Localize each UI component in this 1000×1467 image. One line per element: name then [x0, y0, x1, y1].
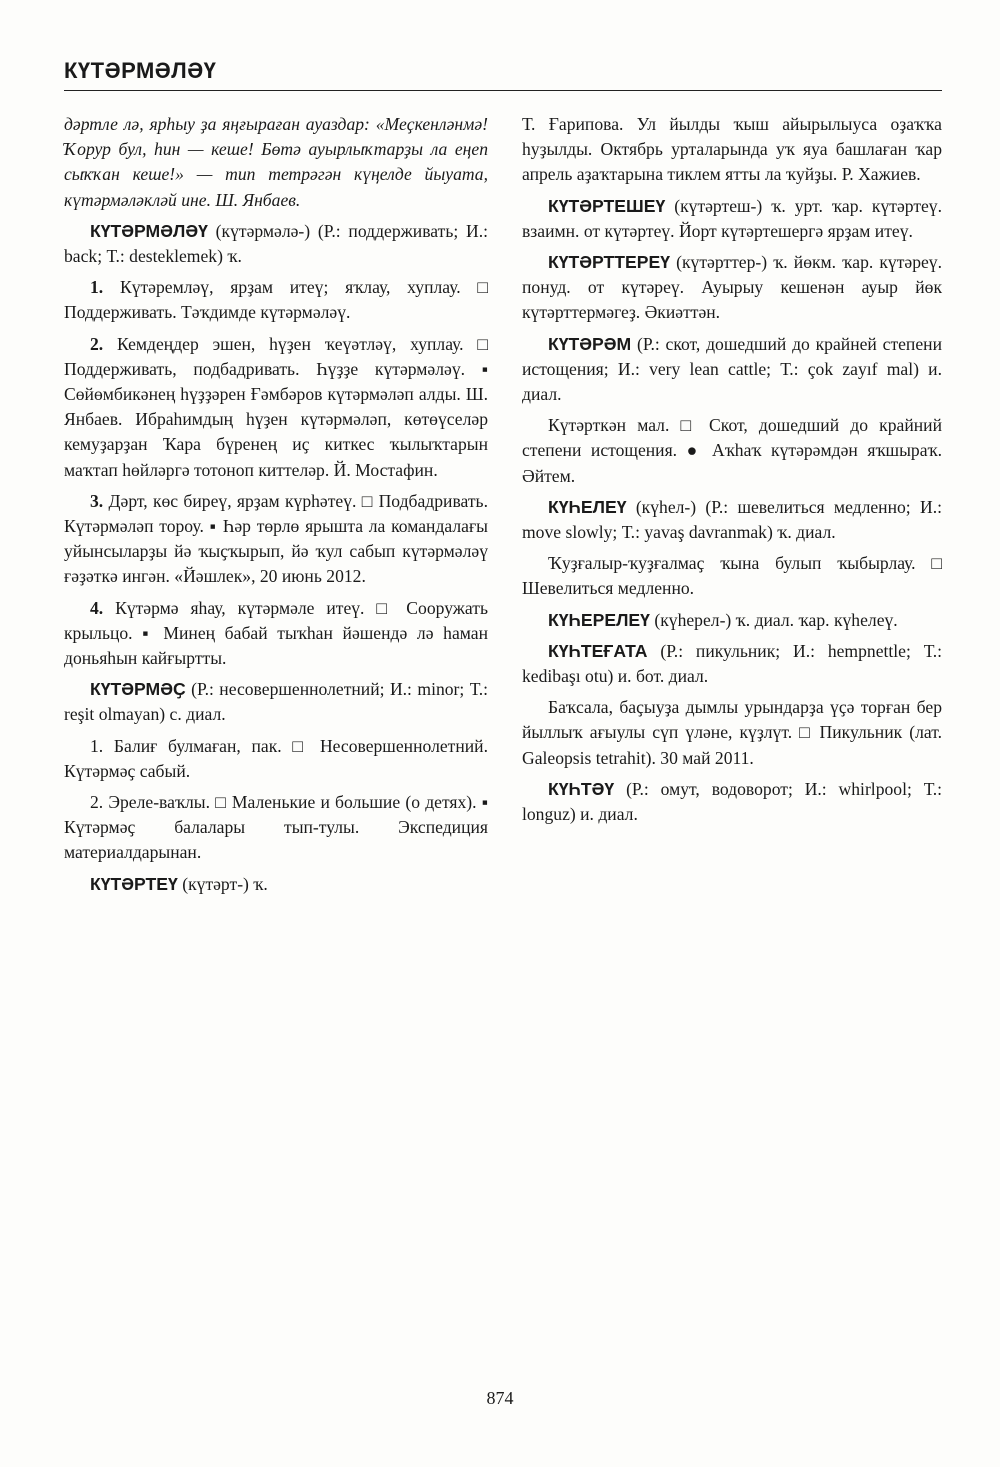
headword: КҮҺТЕҒАТА: [548, 640, 648, 661]
sense: [64, 332, 488, 483]
header-rule: [64, 90, 942, 91]
entry-info: (күтәрт-) ҡ.: [182, 873, 268, 894]
sense: [64, 275, 488, 325]
continuation-text: Т. Ғарипова. Ул йылды ҡыш айырылыуса оҙаҡҡа һуҙылды. Октябрь урталарында уҡ яуа башлаған ҡар апрель аҙаҡтарына тиклем ятты ла ҡуйҙы. Р. Хажиев.: [522, 114, 942, 185]
entry-info: (күтәрмәлә-) (Р.: поддерживать; И.: back; Т.: desteklemek) ҡ.: [64, 220, 488, 267]
example: [522, 695, 942, 771]
headword: КҮТӘРӘМ: [548, 333, 632, 354]
continuation-text: дәртле лә, ярһыу ҙа яңғыраған ауаздар: «Меҫкенләнмә! Ҡорур бул, һин — кеше! Бөтә ауырлыҡтарҙы ла еңеп сыҡҡан кеше!» — тип тетрәгән күңелде йыуата, күтәрмәләкләй ине. Ш. Янбаев.: [64, 114, 488, 210]
entry-info: (күһел-) (Р.: шевелиться медленно; И.: move slowly; Т.: yavaş davranmak) ҡ. диал.: [522, 496, 942, 543]
entry: [522, 250, 942, 326]
entry-info: (Р.: пикульник; И.: hempnettle; Т.: kedibaşı otu) и. бот. диал.: [522, 640, 942, 687]
sense-text: Дәрт, көс биреү, ярҙам күрһәтеү. □ Подбадривать. Күтәрмәләп тороу. ▪ Һәр төрлө ярышта ла командалағы уйынсыларҙы йә ҡыҫҡырып, йә ҡул сабып күтәрмәләү ғәҙәткә ингән. «Йәшлек», 20 июнь 2012.: [64, 490, 488, 587]
example: [522, 413, 942, 489]
headword: КҮҺЕРЕЛЕҮ: [548, 609, 650, 630]
page-number: 874: [486, 1388, 514, 1408]
sense-text: 2. Эреле-ваҡлы. □ Маленькие и большие (о детях). ▪ Күтәрмәҫ балалары тып-тулы. Экспедиция материалдарынан.: [64, 792, 488, 863]
entry-info: (күһерел-) ҡ. диал. ҡар. күһелеү.: [654, 609, 898, 630]
sense-number: 3.: [90, 490, 104, 511]
sense: [64, 790, 488, 866]
entry: [522, 332, 942, 408]
entry: [522, 194, 942, 244]
sense-text: 1. Балиғ булмаған, пак. □ Несовершеннолетний. Күтәрмәҫ сабый.: [64, 735, 488, 781]
entry: [64, 219, 488, 269]
example-text: Баҡсала, баҫыуҙа дымлы урындарҙа үҫә торған бер йыллыҡ ағыулы сүп үләне, күҙлүт. □ Пикульник (лат. Galeopsis tetrahit). 30 май 2011.: [522, 697, 942, 768]
sense-number: 4.: [90, 597, 104, 618]
running-header: КҮТӘРМӘЛӘҮ: [64, 58, 217, 83]
entry-info: (күтәртеш-) ҡ. урт. ҡар. күтәртеү. взаимн. от күтәртеү. Йорт күтәртешергә ярҙам итеү.: [522, 195, 943, 241]
sense: [64, 734, 488, 784]
headword: КҮТӘРМӘҪ: [90, 679, 186, 700]
headword: КҮТӘРТЕШЕҮ: [548, 195, 666, 216]
entry: [522, 639, 942, 689]
entry-info: (Р.: скот, дошедший до крайней степени истощения; И.: very lean cattle; Т.: çok zayıf mal) и. диал.: [522, 333, 942, 405]
entry: [522, 777, 942, 827]
sense-number: 2.: [90, 333, 104, 354]
entry: [522, 495, 942, 545]
headword: КҮҺТӘҮ: [548, 778, 615, 799]
entry: [522, 608, 942, 633]
headword: КҮТӘРТЕҮ: [90, 873, 178, 894]
headword: КҮҺЕЛЕҮ: [548, 496, 627, 517]
sense-text: Күтәрмә яһау, күтәрмәле итеү. □ Сооружать крыльцо. ▪ Минең бабай тыҡһан йәшендә лә һаман доньяһын кайғыртты.: [64, 597, 488, 669]
entry-info: (Р.: омут, водоворот; И.: whirlpool; Т.: longuz) и. диал.: [522, 778, 942, 825]
example-text: Ҡуҙғалыр-ҡуҙғалмаҫ ҡына булып ҡыбырлау. □ Шевелиться медленно.: [522, 553, 942, 599]
sense-text: Күтәремләү, ярҙам итеү; яҡлау, хуплау. □ Поддерживать. Тәҡдимде күтәрмәләү.: [64, 277, 488, 323]
right-column: [522, 112, 942, 833]
left-column: [64, 112, 488, 903]
entry-info: (күтәрттер-) ҡ. йөкм. ҡар. күтәреү. понуд. от күтәреү. Ауырыу кешенән ауыр йөк күтәрттермәгеҙ. Әкиәттән.: [522, 252, 942, 323]
entry: [64, 872, 488, 897]
sense-number: 1.: [90, 277, 104, 298]
sense: [64, 489, 488, 590]
entry-continuation: [522, 112, 942, 188]
headword: КҮТӘРТТЕРЕҮ: [548, 252, 671, 273]
entry: [64, 677, 488, 727]
sense: [64, 596, 488, 672]
example-text: Күтәрткән мал. □ Скот, дошедший до крайний степени истощения. ● Аҡһаҡ күтәрәмдән яҡшыраҡ. Әйтем.: [522, 415, 942, 486]
entry-continuation: [64, 112, 488, 213]
sense-text: Кемдеңдер эшен, һүҙен ҡеүәтләү, хуплау. □ Поддерживать, подбадривать. Һүҙҙе күтәрмәләү. ▪ Сөйөмбикәнең һүҙҙәрен Ғәмбәров күтәрмәләп алды. Ш. Янбаев. Ибраһимдың һүҙен күтәрмәләп, көтөүселәр кемуҙарҙан Ҡара бүренең иҫ киткес ҡылыҡтарын маҡтап һөйләргә тотоноп киттеләр. Й. Мостафин.: [64, 333, 488, 480]
example: [522, 551, 942, 601]
entry-info: (Р.: несовершеннолетний; И.: minor; Т.: reşit olmayan) с. диал.: [64, 679, 488, 725]
headword: КҮТӘРМӘЛӘҮ: [90, 220, 208, 241]
